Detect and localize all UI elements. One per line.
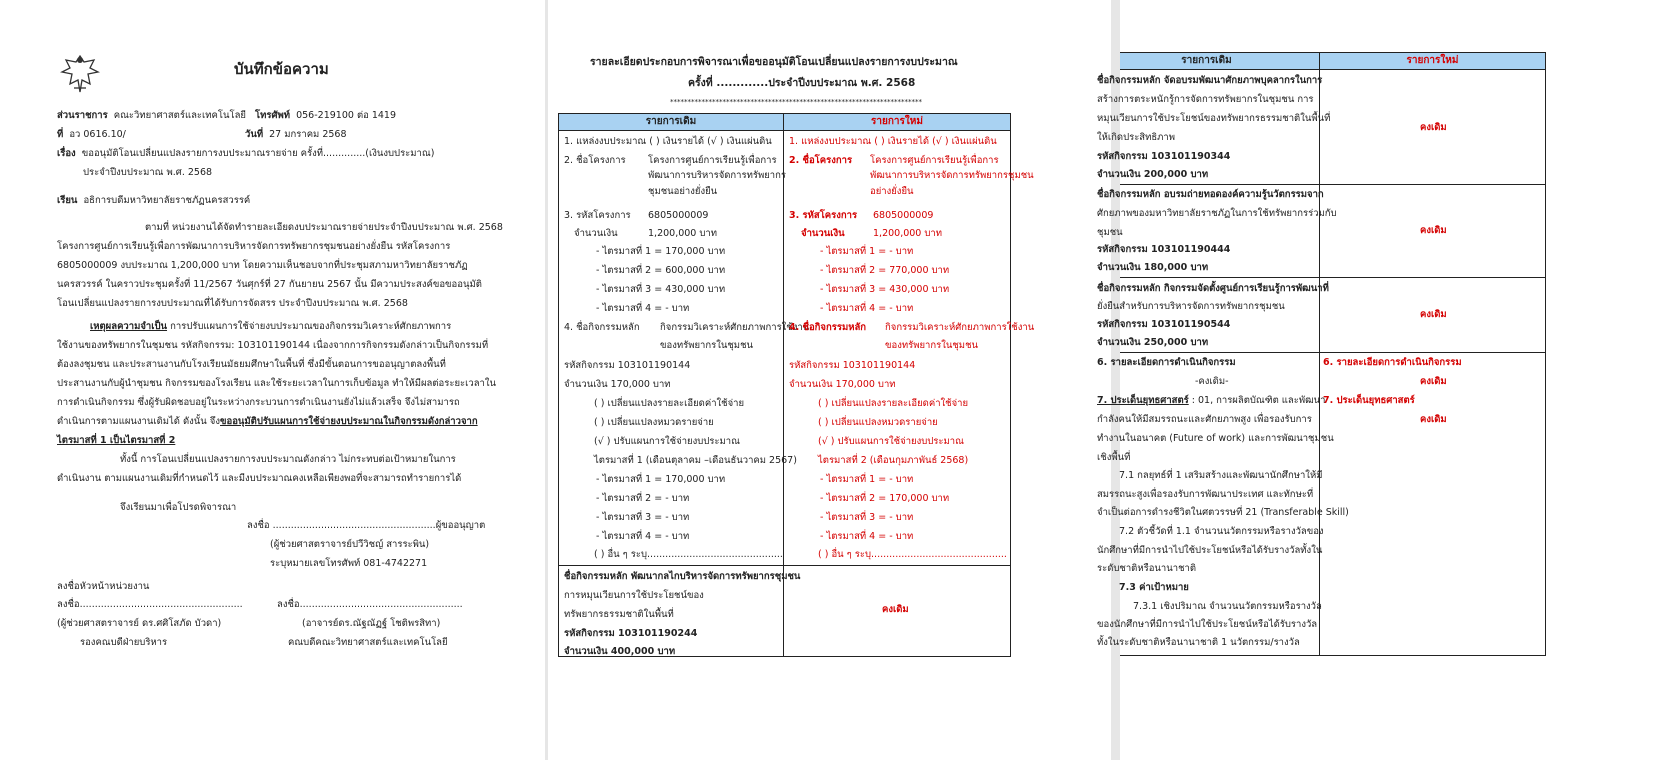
memo-title: บันทึกข้อความ: [234, 60, 329, 78]
sign1: ลงชื่อ ......................................................ผู้ขออนุญาต: [247, 520, 486, 531]
p2-bold2: ไตรมาสที่ 1 เป็นไตรมาสที่ 2: [57, 435, 176, 446]
new-plan-quarter: ไตรมาสที่ 2 (เดือนกุมภาพันธ์ 2568): [818, 455, 969, 466]
r4-strat-label: 7. ประเด็นยุทธศาสตร์: [1097, 395, 1189, 406]
p1-line: ตามที่ หน่วยงานได้จัดทำรายละเอียดงบประมาณรายจ่ายประจำปีงบประมาณ พ.ศ. 2568: [145, 222, 503, 233]
r3-line: ชื่อกิจกรรมหลัก กิจกรรมจัดตั้งศูนย์การเรียนรู้การพัฒนาที่: [1097, 283, 1329, 294]
new-plan-q: - ไตรมาสที่ 3 = - บาท: [820, 512, 914, 523]
p2-line: ดำเนินการตามแผนงานเดิมได้ ดังนั้น จึง: [57, 416, 221, 427]
reason-head: เหตุผลความจำเป็น: [90, 321, 168, 332]
old-amount-label: จำนวนเงิน: [574, 228, 618, 239]
detail-title1: รายละเอียดประกอบการพิจารณาเพื่อขออนุมัติโอนเปลี่ยนแปลงรายการงบประมาณ: [590, 56, 958, 68]
r4-72: 7.2 ตัวชี้วัดที่ 1.1 จำนวนนวัตกรรมหรือรางวัลของ: [1119, 526, 1324, 537]
r4-new-strat: 7. ประเด็นยุทธศาสตร์: [1323, 395, 1415, 406]
r4-line: ทำงานในอนาคต (Future of work) และการพัฒนาชุมชน: [1097, 433, 1334, 444]
r4-71b: สมรรถนะสูงเพื่อรองรับการพัฒนาประเทศ และทักษะที่: [1097, 489, 1314, 500]
old-source: 1. แหล่งงบประมาณ ( ) เงินรายได้ (√ ) เงินแผ่นดิน: [564, 136, 772, 147]
col-old-header: รายการเดิม: [559, 114, 783, 130]
p2-line: ใช้งานของทรัพยากรในชุมชน รหัสกิจกรรม: 103101190144 เนื่องจากการกิจกรรมดังกล่าวเป็นกิจกรรมที่: [57, 340, 489, 351]
r3-code: รหัสกิจกรรม 103101190544: [1097, 319, 1231, 330]
sign3-pos: คณบดีคณะวิทยาศาสตร์และเทคโนโลยี: [288, 637, 448, 648]
old-opt3: (√ ) ปรับแผนการใช้จ่ายงบประมาณ: [594, 436, 740, 447]
act2-name-l3: ทรัพยากรธรรมชาติในพื้นที่: [564, 609, 674, 620]
dept-value: คณะวิทยาศาสตร์และเทคโนโลยี: [113, 110, 246, 121]
r4-731b: ของนักศึกษาที่มีการนำไปใช้ประโยชน์หรือได้รับรางวัล: [1097, 619, 1318, 630]
old-amount-value: 1,200,000 บาท: [648, 228, 717, 239]
old-quarter: - ไตรมาสที่ 4 = - บาท: [596, 303, 690, 314]
row-divider: [1120, 184, 1546, 185]
old-project-l1: โครงการศูนย์การเรียนรู้เพื่อการ: [648, 155, 777, 166]
old-quarter: - ไตรมาสที่ 1 = 170,000 บาท: [596, 246, 726, 257]
r1-line: ชื่อกิจกรรมหลัก จัดอบรมพัฒนาศักยภาพบุคลากรในการ: [1097, 75, 1323, 86]
r4-731: 7.3.1 เชิงปริมาณ จำนวนนวัตกรรมหรือรางวัล: [1133, 601, 1322, 612]
new-activity-l2: ของทรัพยากรในชุมชน: [885, 340, 979, 351]
r4-same-text: -คงเดิม-: [1195, 376, 1229, 387]
r4-731b: ทั้งในระดับชาติหรือนานาชาติ 1 นวัตกรรม/รางวัล: [1097, 637, 1300, 648]
old-plan-q: - ไตรมาสที่ 2 = - บาท: [596, 493, 690, 504]
header-divider: [558, 130, 1011, 131]
col-new-header: รายการใหม่: [784, 114, 1010, 130]
same-marker: คงเดิม: [1420, 309, 1447, 320]
new-act-amount: จำนวนเงิน 170,000 บาท: [789, 379, 896, 390]
new-source: 1. แหล่งงบประมาณ ( ) เงินรายได้ (√ ) เงินแผ่นดิน: [789, 136, 997, 147]
unit-head: ลงชื่อหัวหน้าหน่วยงาน: [57, 581, 150, 592]
subject-label: เรื่อง: [57, 148, 76, 159]
r4-strat: [1097, 395, 1326, 407]
old-other: ( ) อื่น ๆ ระบุ.............................................: [594, 549, 783, 560]
reason-line: [90, 321, 451, 333]
detail-title2: ครั้งที่ .............ประจำปีงบประมาณ พ.ศ. 2568: [688, 77, 916, 89]
r2-line: ชุมชน: [1097, 227, 1123, 238]
sign1-name: (ผู้ช่วยศาสตราจารย์ปวีวิชญ์ สารระพิน): [270, 539, 430, 550]
old-activity-l1: กิจกรรมวิเคราะห์ศักยภาพการใช้งาน: [660, 322, 810, 333]
old-project-label: 2. ชื่อโครงการ: [564, 155, 626, 166]
same-marker: คงเดิม: [1420, 414, 1447, 425]
sign2-name: (ผู้ช่วยศาสตราจารย์ ดร.ศศิโสภัด บัวดา): [57, 618, 222, 629]
new-quarter: - ไตรมาสที่ 3 = 430,000 บาท: [820, 284, 950, 295]
sign2-pos: รองคณบดีฝ่ายบริหาร: [80, 637, 168, 648]
p2-line: การดำเนินกิจกรรม ซึ่งผู้รับผิดชอบอยู่ในระหว่างกระบวนการดำเนินงานยังไม่แล้วเสร็จ จึงไม่สามารถ: [57, 397, 460, 408]
p2-line-last: [57, 416, 478, 428]
old-act-code: รหัสกิจกรรม 103101190144: [564, 360, 691, 371]
r2-amount: จำนวนเงิน 180,000 บาท: [1097, 262, 1209, 273]
old-act-amount: จำนวนเงิน 170,000 บาท: [564, 379, 671, 390]
r4-72b: นักศึกษาที่มีการนำไปใช้ประโยชน์หรือได้รับรางวัลทั้งใน: [1097, 545, 1323, 556]
old-plan-quarter: ไตรมาสที่ 1 (เดือนตุลาคม –เดือนธันวาคม 2567): [594, 455, 797, 466]
col-old-header: รายการเดิม: [1120, 53, 1319, 69]
p2-first: การปรับแผนการใช้จ่ายงบประมาณของกิจกรรมวิเคราะห์ศักยภาพการ: [170, 321, 452, 332]
r1-line: หมุนเวียนการใช้ประโยชน์ของทรัพยากรธรรมชาติในพื้นที่: [1097, 113, 1331, 124]
col-new-header: รายการใหม่: [1320, 53, 1545, 69]
p1-line: โครงการศูนย์การเรียนรู้เพื่อการพัฒนาการบริหารจัดการทรัพยากรชุมชนอย่างยั่งยืน รหัสโครงการ: [57, 241, 451, 252]
r4-73: 7.3 ค่าเป้าหมาย: [1119, 582, 1189, 593]
new-plan-q: - ไตรมาสที่ 1 = - บาท: [820, 474, 914, 485]
same-marker: คงเดิม: [1420, 376, 1447, 387]
p3-line: ดำเนินงาน ตามแผนงานเดิมที่กำหนดไว้ และมีงบประมาณคงเหลือเพียงพอที่จะสามารถทำรายการได้: [57, 473, 462, 484]
new-code-value: 6805000009: [873, 210, 934, 221]
to-row: [57, 195, 250, 207]
dept-label: ส่วนราชการ: [57, 110, 108, 121]
r1-code: รหัสกิจกรรม 103101190344: [1097, 151, 1231, 162]
new-activity-l1: กิจกรรมวิเคราะห์ศักยภาพการใช้งาน: [885, 322, 1035, 333]
date-label: วันที่: [245, 129, 264, 140]
r4-72b: ระดับชาติหรือนานาชาติ: [1097, 563, 1197, 574]
date-row: [245, 129, 347, 141]
sign2: ลงชื่อ......................................................: [57, 599, 243, 610]
old-quarter: - ไตรมาสที่ 3 = 430,000 บาท: [596, 284, 726, 295]
stars-divider: ************************************************************************: [670, 98, 922, 106]
new-act-code: รหัสกิจกรรม 103101190144: [789, 360, 916, 371]
old-opt1: ( ) เปลี่ยนแปลงรายละเอียดค่าใช้จ่าย: [594, 398, 745, 409]
no-value: อว 0616.10/: [69, 129, 126, 140]
p3-line: ทั้งนี้ การโอนเปลี่ยนแปลงรายการงบประมาณดังกล่าว ไม่กระทบต่อเป้าหมายในการ: [120, 454, 456, 465]
old-opt2: ( ) เปลี่ยนแปลงหมวดรายจ่าย: [594, 417, 714, 428]
p1-line: โอนเปลี่ยนแปลงรายการงบประมาณที่ได้รับการจัดสรร ประจำปีงบประมาณ พ.ศ. 2568: [57, 298, 408, 309]
act2-amount: จำนวนเงิน 400,000 บาท: [564, 646, 676, 657]
p1-line: 6805000009 งบประมาณ 1,200,000 บาท โดยความเห็นชอบจากที่ประชุมสภามหาวิทยาลัยราชภัฏ: [57, 260, 468, 271]
closing: จึงเรียนมาเพื่อโปรดพิจารณา: [120, 502, 237, 513]
to-value: อธิการบดีมหาวิทยาลัยราชภัฏนครสวรรค์: [83, 195, 251, 206]
row-divider: [558, 565, 1011, 566]
old-activity-l2: ของทรัพยากรในชุมชน: [660, 340, 754, 351]
subject-row: [57, 148, 434, 160]
old-plan-q: - ไตรมาสที่ 4 = - บาท: [596, 531, 690, 542]
r1-amount: จำนวนเงิน 200,000 บาท: [1097, 169, 1209, 180]
old-code-label: 3. รหัสโครงการ: [564, 210, 631, 221]
same-marker: คงเดิม: [1420, 122, 1447, 133]
r2-line: ชื่อกิจกรรมหลัก อบรมถ่ายทอดองค์ความรู้นวัตกรรมจาก: [1097, 189, 1324, 200]
r3-amount: จำนวนเงิน 250,000 บาท: [1097, 337, 1209, 348]
r2-code: รหัสกิจกรรม 103101190444: [1097, 244, 1231, 255]
new-project-l2: พัฒนาการบริหารจัดการทรัพยากรชุมชน: [870, 170, 1034, 181]
new-code-label: 3. รหัสโครงการ: [789, 210, 858, 221]
new-project-label: 2. ชื่อโครงการ: [789, 155, 853, 166]
r4-new-head: 6. รายละเอียดการดำเนินกิจกรรม: [1323, 357, 1462, 368]
r4-line: เชิงพื้นที่: [1097, 452, 1131, 463]
new-plan-q: - ไตรมาสที่ 2 = 170,000 บาท: [820, 493, 950, 504]
new-opt1: ( ) เปลี่ยนแปลงรายละเอียดค่าใช้จ่าย: [818, 398, 969, 409]
r1-line: สร้างการตระหนักรู้การจัดการทรัพยากรในชุมชน การ: [1097, 94, 1314, 105]
garuda-emblem-icon: [60, 52, 100, 96]
column-divider: [1319, 52, 1320, 656]
new-quarter: - ไตรมาสที่ 4 = - บาท: [820, 303, 914, 314]
new-plan-q: - ไตรมาสที่ 4 = - บาท: [820, 531, 914, 542]
detail-page: [548, 0, 1111, 760]
row-divider: [1120, 277, 1546, 278]
p2-line: ต้องลงชุมชน และประสานงานกับโรงเรียนมัธยมศึกษาในพื้นที่ ซึ่งมีขั้นตอนการขออนุญาตลงพื้นที่: [57, 359, 446, 370]
r4-strat-rest: : 01, การผลิตบัณฑิต และพัฒนา: [1191, 395, 1326, 406]
header-divider: [1120, 69, 1546, 70]
subject-line1: ขออนุมัติโอนเปลี่ยนแปลงรายการงบประมาณรายจ่าย ครั้งที่..............(เงินงบประมาณ): [81, 148, 435, 159]
r4-head: 6. รายละเอียดการดำเนินกิจกรรม: [1097, 357, 1236, 368]
r4-71b: จำเป็นต่อการดำรงชีวิตในศตวรรษที่ 21 (Transferable Skill): [1097, 507, 1349, 518]
sign3: ลงชื่อ......................................................: [277, 599, 463, 610]
dept-row: [57, 110, 396, 122]
old-plan-q: - ไตรมาสที่ 1 = 170,000 บาท: [596, 474, 726, 485]
new-opt2: ( ) เปลี่ยนแปลงหมวดรายจ่าย: [818, 417, 938, 428]
r2-line: ศักยภาพของมหาวิทยาลัยราชภัฏในการใช้ทรัพยากรร่วมกับ: [1097, 208, 1337, 219]
new-project-l3: อย่างยั่งยืน: [870, 186, 914, 197]
row-divider: [1120, 352, 1546, 353]
new-activity-label: 4. ชื่อกิจกรรมหลัก: [789, 322, 867, 333]
act2-name-l1: ชื่อกิจกรรมหลัก พัฒนากลไกบริหารจัดการทรัพยากรชุมชน: [564, 571, 801, 582]
new-quarter: - ไตรมาสที่ 1 = - บาท: [820, 246, 914, 257]
old-project-l3: ชุมชนอย่างยั่งยืน: [648, 186, 718, 197]
no-label: ที่: [57, 129, 64, 140]
new-amount-label: จำนวนเงิน: [801, 228, 845, 239]
r1-line: ให้เกิดประสิทธิภาพ: [1097, 132, 1176, 143]
act2-code: รหัสกิจกรรม 103101190244: [564, 628, 698, 639]
p1-line: นครสวรรค์ ในคราวประชุมครั้งที่ 11/2567 วันศุกร์ที่ 27 กันยายน 2567 นั้น มีความประสงค์ขอขออนุมัติ: [57, 279, 482, 290]
new-other: ( ) อื่น ๆ ระบุ.............................................: [818, 549, 1007, 560]
old-plan-q: - ไตรมาสที่ 3 = - บาท: [596, 512, 690, 523]
new-project-l1: โครงการศูนย์การเรียนรู้เพื่อการ: [870, 155, 999, 166]
old-project-l2: พัฒนาการบริหารจัดการทรัพยากร: [648, 170, 787, 181]
new-amount-value: 1,200,000 บาท: [873, 228, 942, 239]
r3-line: ยั่งยืนสำหรับการบริหารจัดการทรัพยากรชุมชน: [1097, 301, 1285, 312]
p2-line: ประสานงานกับผู้นำชุมชน กิจกรรมของโรงเรียน และใช้ระยะเวลาในการเก็บข้อมูล ทำให้มีผลต่อระยะเวลาใน: [57, 378, 496, 389]
old-quarter: - ไตรมาสที่ 2 = 600,000 บาท: [596, 265, 726, 276]
memo-page: [0, 0, 545, 760]
date-value: 27 มกราคม 2568: [269, 129, 347, 140]
r4-71: 7.1 กลยุทธ์ที่ 1 เสริมสร้างและพัฒนานักศึกษาให้มี: [1119, 470, 1323, 481]
act2-name-l2: การหมุนเวียนการใช้ประโยชน์ของ: [564, 590, 704, 601]
same-marker: คงเดิม: [882, 604, 909, 615]
phone-label: โทรศัพท์: [255, 110, 291, 121]
same-marker: คงเดิม: [1420, 225, 1447, 236]
to-label: เรียน: [57, 195, 78, 206]
sign1-phone: ระบุหมายเลขโทรศัพท์ 081-4742271: [270, 558, 428, 569]
no-row: [57, 129, 126, 141]
subject-line2: ประจำปีงบประมาณ พ.ศ. 2568: [83, 167, 213, 178]
old-activity-label: 4. ชื่อกิจกรรมหลัก: [564, 322, 640, 333]
new-quarter: - ไตรมาสที่ 2 = 770,000 บาท: [820, 265, 950, 276]
r4-line: กำลังคนให้มีสมรรถนะและศักยภาพสูง เพื่อรองรับการ: [1097, 414, 1312, 425]
old-code-value: 6805000009: [648, 210, 709, 221]
phone-value: 056-219100 ต่อ 1419: [296, 110, 397, 121]
p2-bold: ขออนุมัติปรับแผนการใช้จ่ายงบประมาณในกิจกรรมดังกล่าวจาก: [220, 416, 478, 427]
new-opt3: (√ ) ปรับแผนการใช้จ่ายงบประมาณ: [818, 436, 964, 447]
sign3-name: (อาจารย์ดร.ณัฐณัฏฐ์ โชติพรสิทา): [302, 618, 441, 629]
